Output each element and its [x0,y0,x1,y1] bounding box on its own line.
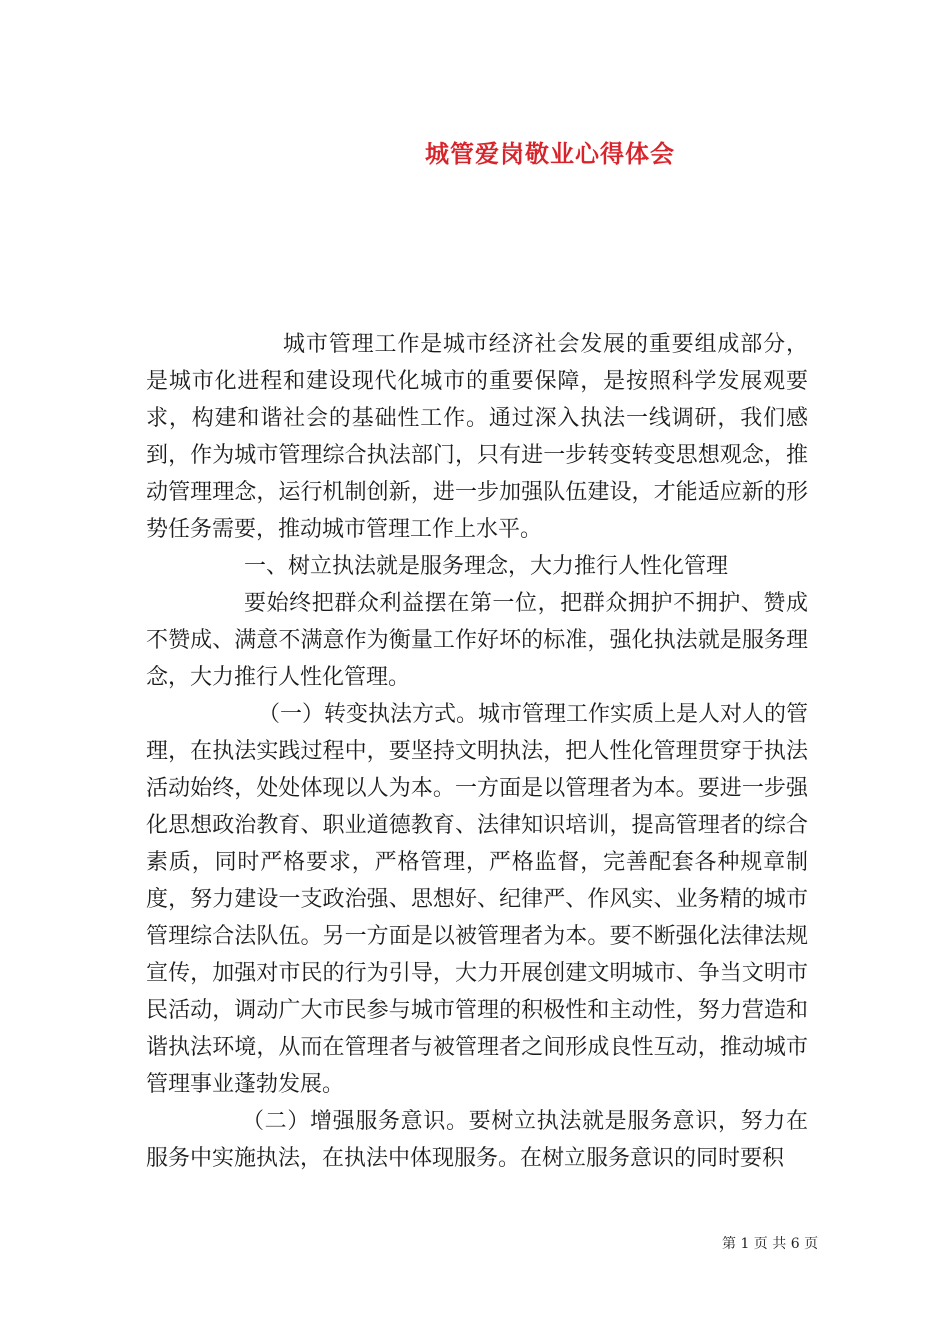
section-heading: 一、树立执法就是服务理念，大力推行人性化管理 [244,554,729,579]
page-footer: 第 1 页 共 6 页 [722,1236,819,1252]
document-body [146,326,808,1177]
document-title: 城管爱岗敬业心得体会 [425,139,675,168]
paragraph-item2: （二）增强服务意识。要树立执法就是服务意识，努力在服务中实施执法，在执法中体现服务。在树立服务意识的同时要积 [146,1109,808,1171]
paragraph-intro: 城市管理工作是城市经济社会发展的重要组成部分，是城市化进程和建设现代化城市的重要保障，是按照科学发展观要求，构建和谐社会的基础性工作。通过深入执法一线调研，我们感到，作为城市管理综合执法部门，只有进一步转变转变思想观念，推动管理理念，运行机制创新，进一步加强队伍建设，才能适应新的形势任务需要，推动城市管理工作上水平。 [146,332,808,542]
paragraph-section1: 要始终把群众利益摆在第一位，把群众拥护不拥护、赞成不赞成、满意不满意作为衡量工作好坏的标准，强化执法就是服务理念，大力推行人性化管理。 [146,591,808,690]
paragraph-item1: （一）转变执法方式。城市管理工作实质上是人对人的管理，在执法实践过程中，要坚持文明执法，把人性化管理贯穿于执法活动始终，处处体现以人为本。一方面是以管理者为本。要进一步强化思想政治教育、职业道德教育、法律知识培训，提高管理者的综合素质，同时严格要求，严格管理，严格监督，完善配套各种规章制度，努力建设一支政治强、思想好、纪律严、作风实、业务精的城市管理综合法队伍。另一方面是以被管理者为本。要不断强化法律法规宣传，加强对市民的行为引导，大力开展创建文明城市、争当文明市民活动，调动广大市民参与城市管理的积极性和主动性，努力营造和谐执法环境，从而在管理者与被管理者之间形成良性互动，推动城市管理事业蓬勃发展。 [146,702,809,1097]
